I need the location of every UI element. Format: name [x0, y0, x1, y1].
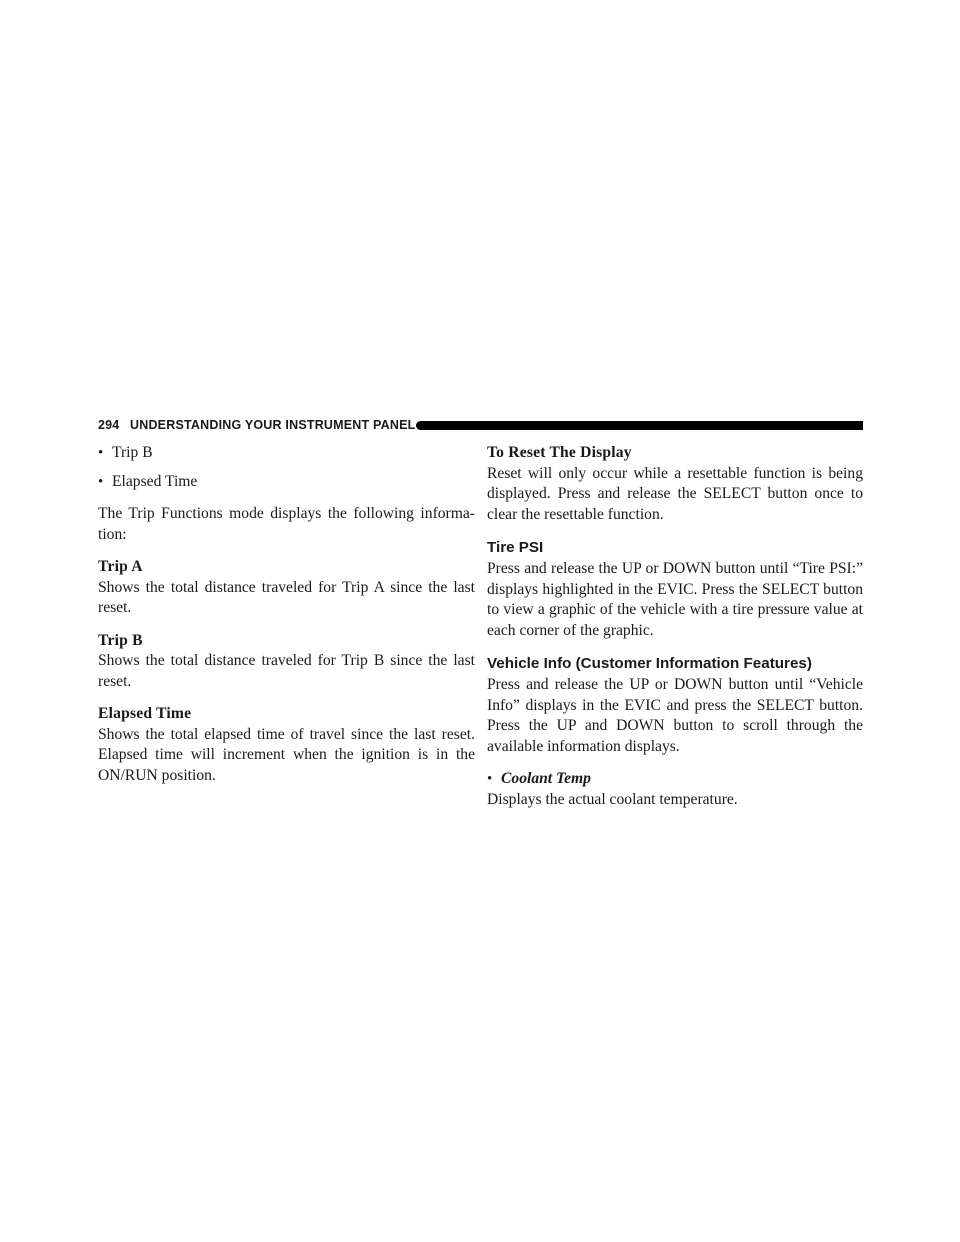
list-item: [487, 769, 863, 790]
section-title: UNDERSTANDING YOUR INSTRUMENT PANEL: [130, 418, 416, 432]
trip-a-heading: Trip A: [98, 558, 143, 575]
list-item-text: Elapsed Time: [112, 472, 198, 490]
coolant-temp-label: Coolant Temp: [501, 770, 591, 787]
trip-b-heading: Trip B: [98, 631, 143, 649]
reset-body: Reset will only occur while a resettable function is being displayed. Press and release the SELECT button once to clear the resettable function.: [487, 464, 863, 523]
reset-heading: To Reset The Display: [487, 444, 632, 461]
tire-psi-heading: Tire PSI: [487, 539, 544, 556]
elapsed-time-heading: Elapsed Time: [98, 705, 192, 722]
list-item-text: Trip B: [112, 444, 153, 461]
header-rule: [416, 421, 863, 430]
vehicle-info-heading: Vehicle Info (Customer Information Features): [487, 655, 812, 672]
bullet-icon: •: [487, 771, 493, 787]
right-column: [487, 443, 863, 810]
bullet-icon: •: [98, 473, 104, 490]
bullet-icon: •: [98, 445, 104, 461]
trip-b-body: Shows the total distance traveled for Trip B since the last reset.: [98, 652, 475, 690]
left-column: [98, 443, 475, 786]
coolant-body: Displays the actual coolant temperature.: [487, 790, 738, 808]
trip-a-body: Shows the total distance traveled for Trip A since the last reset.: [98, 578, 475, 616]
list-item: [98, 472, 475, 493]
intro-paragraph: The Trip Functions mode displays the following informa-tion:: [98, 505, 475, 543]
vehicle-info-body: Press and release the UP or DOWN button until “Vehicle Info” displays in the EVIC and press the SELECT button. Press the UP and DOWN button to scroll through the available information displays.: [487, 676, 863, 755]
tire-psi-body: Press and release the UP or DOWN button until “Tire PSI:” displays highlighted in the EVIC. Press the SELECT button to view a graphic of the vehicle with a tire pressure value at each corner of the graphic.: [487, 560, 863, 639]
page-header: [98, 417, 863, 433]
elapsed-time-body: Shows the total elapsed time of travel since the last reset. Elapsed time will increment when the ignition is in the ON/RUN position.: [98, 725, 475, 784]
list-item: [98, 443, 475, 464]
page-number: 294: [98, 418, 120, 432]
